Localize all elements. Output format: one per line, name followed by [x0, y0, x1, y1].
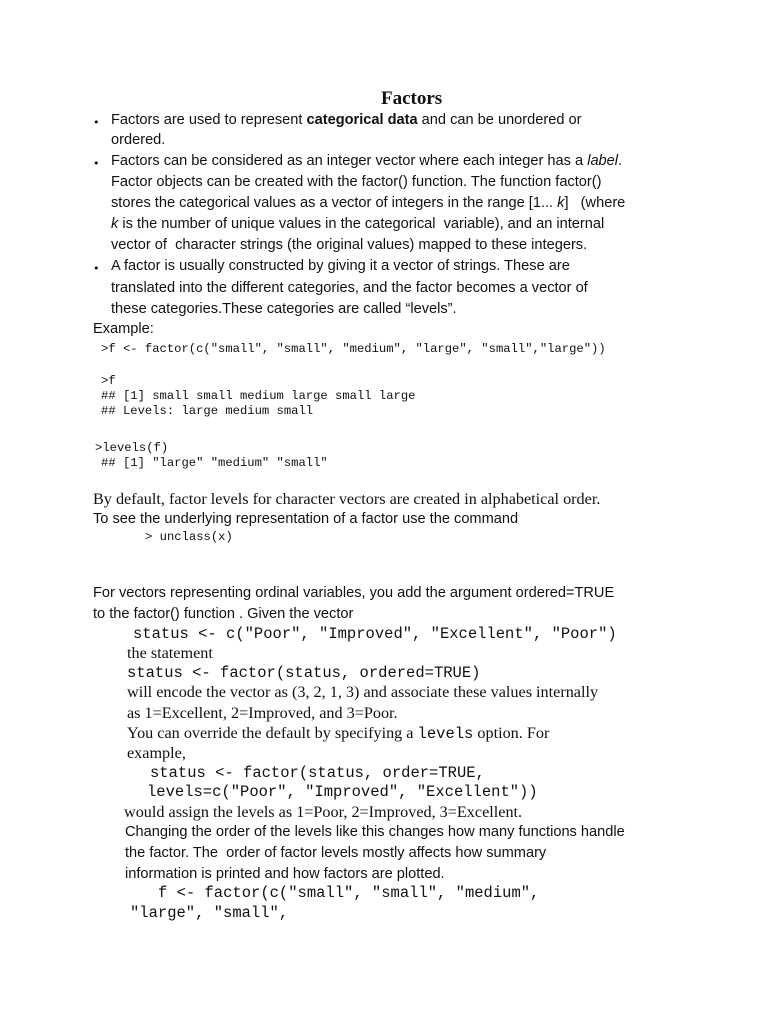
bullet3-line1: A factor is usually constructed by giving it a vector of strings. These are [111, 258, 570, 274]
bullet2-line2: Factor objects can be created with the factor() function. The function factor() [111, 174, 602, 190]
bullet-icon: • [93, 262, 100, 275]
bullet1-line1: Factors are used to represent categorical data and can be unordered or [111, 112, 582, 128]
inline-code-levels: levels [417, 725, 474, 743]
para-changing-line3: information is printed and how factors are plotted. [125, 866, 445, 882]
code-print-f: >f [101, 374, 116, 388]
text-encode-line1: will encode the vector as (3, 2, 1, 3) and associate these values internally [127, 683, 599, 701]
bold-term: categorical data [306, 112, 418, 128]
text-assign-levels: would assign the levels as 1=Poor, 2=Improved, 3=Excellent. [124, 803, 523, 821]
para-underlying: To see the underlying representation of a factor use the command [93, 511, 519, 527]
page-title: Factors [381, 88, 443, 109]
bullet2-line1: Factors can be considered as an integer vector where each integer has a label. [111, 153, 623, 169]
para-changing-line2: the factor. The order of factor levels mostly affects how summary [125, 845, 547, 861]
code-factor-create: >f <- factor(c("small", "small", "medium", "large", "small","large")) [101, 342, 606, 356]
bullet3-line2: translated into the different categories, and the factor becomes a vector of [111, 280, 588, 296]
code-final-line2: "large", "small", [130, 904, 289, 922]
bullet3-line3: these categories.These categories are called “levels”. [111, 301, 457, 317]
bullet2-line5: vector of character strings (the original values) mapped to these integers. [111, 237, 588, 253]
para-ordinal-line1: For vectors representing ordinal variables, you add the argument ordered=TRUE [93, 585, 615, 601]
code-status-ordered: status <- factor(status, ordered=TRUE) [127, 664, 481, 682]
code-status-levels-line1: status <- factor(status, order=TRUE, [150, 764, 485, 782]
code-output-values: ## [1] small small medium large small large [101, 389, 416, 403]
example-label: Example: [93, 321, 154, 337]
bullet2-line3: stores the categorical values as a vector of integers in the range [1... k] (where [111, 195, 626, 211]
code-status-levels-line2: levels=c("Poor", "Improved", "Excellent")) [147, 783, 538, 801]
code-unclass: > unclass(x) [145, 530, 233, 544]
code-levels-call: >levels(f) [95, 441, 169, 455]
bullet1-line2: ordered. [111, 132, 166, 148]
text-override-line1: You can override the default by specifying a levels option. For [127, 724, 550, 743]
bullet-icon: • [93, 116, 100, 129]
text-override-line2: example, [127, 744, 186, 762]
para-ordinal-line2: to the factor() function . Given the vector [93, 606, 354, 622]
para-changing-line1: Changing the order of the levels like this changes how many functions handle [125, 824, 625, 840]
bullet2-line4: k is the number of unique values in the categorical variable), and an internal [111, 216, 605, 232]
text-encode-line2: as 1=Excellent, 2=Improved, and 3=Poor. [127, 704, 398, 722]
bullet-icon: • [93, 157, 100, 170]
para-default-order: By default, factor levels for character vectors are created in alphabetical order. [93, 490, 601, 508]
code-final-line1: f <- factor(c("small", "small", "medium", [158, 884, 540, 902]
text-the-statement: the statement [127, 644, 213, 662]
code-output-levels: ## Levels: large medium small [101, 404, 314, 418]
code-status-vector: status <- c("Poor", "Improved", "Excellent", "Poor") [133, 625, 617, 643]
code-levels-output: ## [1] "large" "medium" "small" [101, 456, 328, 470]
